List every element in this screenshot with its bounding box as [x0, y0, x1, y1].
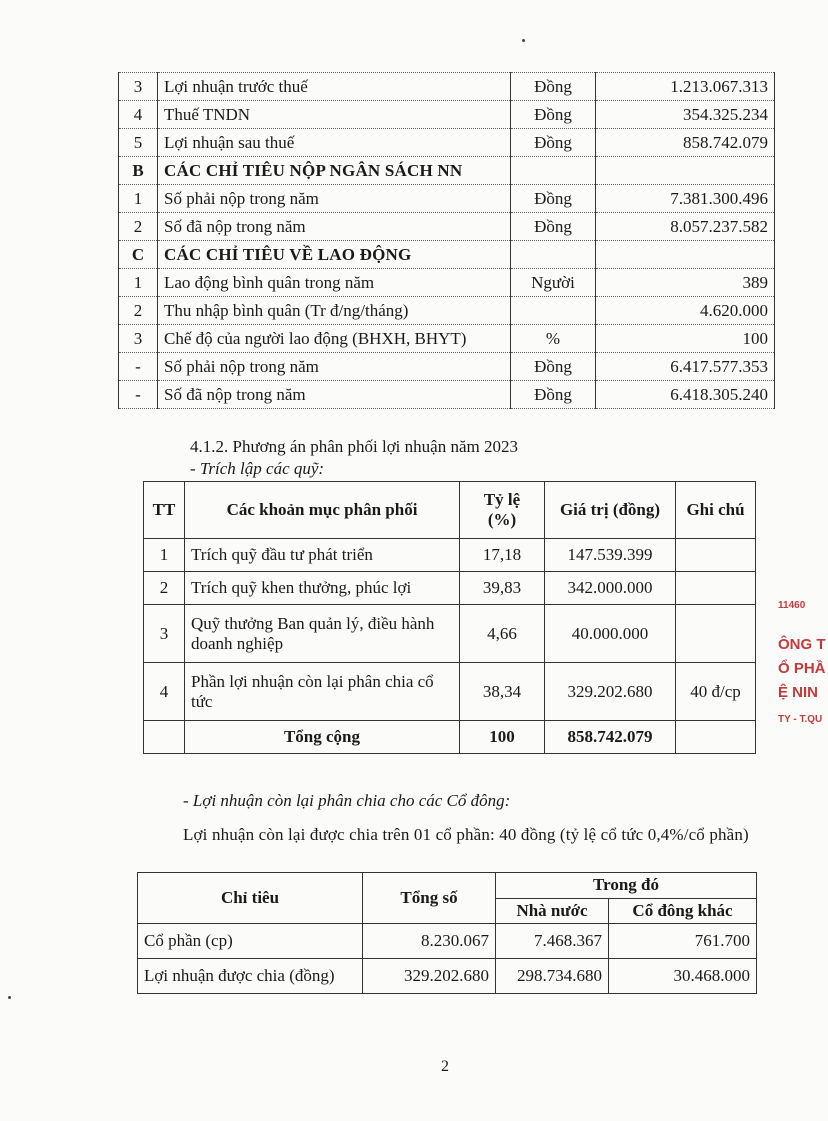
row-label: Lợi nhuận trước thuế [158, 73, 511, 101]
row-number: 3 [144, 605, 185, 663]
row-value: 329.202.680 [545, 663, 676, 721]
row-unit: Đồng [511, 129, 596, 157]
row-unit: Đồng [511, 73, 596, 101]
seal-text-1: 11460 [778, 600, 806, 611]
total-rate: 100 [460, 721, 545, 754]
row-state: 298.734.680 [496, 959, 609, 994]
table-header-row [138, 873, 757, 899]
total-row [144, 721, 756, 754]
row-state: 7.468.367 [496, 924, 609, 959]
row-criteria: Lợi nhuận được chia (đồng) [138, 959, 363, 994]
row-number: 1 [119, 185, 158, 213]
row-label: Số đã nộp trong năm [158, 213, 511, 241]
table-row [144, 539, 756, 572]
table-row [144, 572, 756, 605]
row-unit: Đồng [511, 213, 596, 241]
row-value: 389 [596, 269, 775, 297]
row-item: Quỹ thưởng Ban quản lý, điều hành doanh nghiệp [185, 605, 460, 663]
col-header-item: Các khoản mục phân phối [185, 482, 460, 539]
row-rate: 38,34 [460, 663, 545, 721]
table-row [119, 213, 775, 241]
row-unit: Đồng [511, 353, 596, 381]
row-note [676, 572, 756, 605]
row-value: 40.000.000 [545, 605, 676, 663]
section-row [119, 241, 775, 269]
seal-text-4: Ệ NIN [778, 684, 819, 701]
section-letter: C [119, 241, 158, 269]
row-rate: 39,83 [460, 572, 545, 605]
table-row [144, 663, 756, 721]
row-value: 6.418.305.240 [596, 381, 775, 409]
row-number: 5 [119, 129, 158, 157]
col-header-total: Tổng số [363, 873, 496, 924]
col-header-note: Ghi chú [676, 482, 756, 539]
row-label: Thu nhập bình quân (Tr đ/ng/tháng) [158, 297, 511, 325]
dividend-split-table [137, 872, 757, 994]
row-value: 4.620.000 [596, 297, 775, 325]
row-number: 1 [144, 539, 185, 572]
row-item: Trích quỹ khen thưởng, phúc lợi [185, 572, 460, 605]
row-number: 3 [119, 325, 158, 353]
total-label: Tổng cộng [185, 721, 460, 754]
row-unit [511, 297, 596, 325]
table-row [119, 101, 775, 129]
row-label: Số phải nộp trong năm [158, 353, 511, 381]
page-number: 2 [441, 1058, 449, 1075]
row-number: - [119, 381, 158, 409]
scan-speck [522, 39, 525, 42]
row-other: 30.468.000 [609, 959, 757, 994]
row-rate: 4,66 [460, 605, 545, 663]
section-heading: 4.1.2. Phương án phân phối lợi nhuận năm 2023 [190, 437, 518, 456]
table-row [138, 959, 757, 994]
sub-heading-funds: - Trích lập các quỹ: [190, 459, 325, 478]
seal-text-2: ÔNG T [778, 636, 826, 653]
table-row [119, 353, 775, 381]
row-unit [511, 157, 596, 185]
row-unit: Đồng [511, 381, 596, 409]
seal-text-5: TY - T.QU [778, 714, 823, 725]
col-header-state: Nhà nước [496, 898, 609, 924]
col-header-criteria: Chỉ tiêu [138, 873, 363, 924]
row-criteria: Cổ phần (cp) [138, 924, 363, 959]
table-row [119, 129, 775, 157]
company-seal [768, 598, 828, 743]
table-row [138, 924, 757, 959]
profit-distribution-table [143, 481, 756, 754]
row-note [676, 605, 756, 663]
table-header-row [144, 482, 756, 539]
section-row [119, 157, 775, 185]
row-note [676, 539, 756, 572]
row-number: 1 [119, 269, 158, 297]
row-unit [511, 241, 596, 269]
row-unit: Đồng [511, 101, 596, 129]
table-row [119, 325, 775, 353]
row-number: 2 [119, 213, 158, 241]
row-label: Chế độ của người lao động (BHXH, BHYT) [158, 325, 511, 353]
row-unit: Đồng [511, 185, 596, 213]
table-row [119, 73, 775, 101]
row-value [596, 241, 775, 269]
table-row [119, 297, 775, 325]
section-title: CÁC CHỈ TIÊU NỘP NGÂN SÁCH NN [158, 157, 511, 185]
row-label: Lợi nhuận sau thuế [158, 129, 511, 157]
indicators-table [118, 72, 775, 409]
row-item: Phần lợi nhuận còn lại phân chia cổ tức [185, 663, 460, 721]
row-item: Trích quỹ đầu tư phát triển [185, 539, 460, 572]
row-total: 8.230.067 [363, 924, 496, 959]
dividend-paragraph: Lợi nhuận còn lại được chia trên 01 cổ phần: 40 đồng (tỷ lệ cổ tức 0,4%/cổ phần) [183, 825, 749, 844]
sub-heading-shareholders: - Lợi nhuận còn lại phân chia cho các Cổ đông: [183, 791, 511, 810]
seal-text-3: Ổ PHẦ [778, 660, 826, 677]
row-label: Lao động bình quân trong năm [158, 269, 511, 297]
section-letter: B [119, 157, 158, 185]
total-note [676, 721, 756, 754]
row-number: 2 [119, 297, 158, 325]
row-value [596, 157, 775, 185]
row-value: 342.000.000 [545, 572, 676, 605]
total-blank [144, 721, 185, 754]
row-total: 329.202.680 [363, 959, 496, 994]
col-header-of-which: Trong đó [496, 873, 757, 899]
row-label: Thuế TNDN [158, 101, 511, 129]
row-number: - [119, 353, 158, 381]
row-value: 354.325.234 [596, 101, 775, 129]
scan-speck [8, 996, 11, 999]
col-header-rate: Tỷ lệ (%) [460, 482, 545, 539]
col-header-other: Cổ đông khác [609, 898, 757, 924]
total-value: 858.742.079 [545, 721, 676, 754]
row-number: 4 [119, 101, 158, 129]
col-header-tt: TT [144, 482, 185, 539]
table-row [144, 605, 756, 663]
row-label: Số đã nộp trong năm [158, 381, 511, 409]
table-row [119, 185, 775, 213]
table-row [119, 381, 775, 409]
row-number: 4 [144, 663, 185, 721]
row-note: 40 đ/cp [676, 663, 756, 721]
row-number: 2 [144, 572, 185, 605]
row-value: 100 [596, 325, 775, 353]
row-value: 858.742.079 [596, 129, 775, 157]
row-rate: 17,18 [460, 539, 545, 572]
row-label: Số phải nộp trong năm [158, 185, 511, 213]
row-number: 3 [119, 73, 158, 101]
row-value: 1.213.067.313 [596, 73, 775, 101]
row-value: 147.539.399 [545, 539, 676, 572]
row-value: 8.057.237.582 [596, 213, 775, 241]
table-row [119, 269, 775, 297]
row-unit: % [511, 325, 596, 353]
section-title: CÁC CHỈ TIÊU VỀ LAO ĐỘNG [158, 241, 511, 269]
row-value: 7.381.300.496 [596, 185, 775, 213]
col-header-value: Giá trị (đồng) [545, 482, 676, 539]
row-other: 761.700 [609, 924, 757, 959]
row-unit: Người [511, 269, 596, 297]
row-value: 6.417.577.353 [596, 353, 775, 381]
